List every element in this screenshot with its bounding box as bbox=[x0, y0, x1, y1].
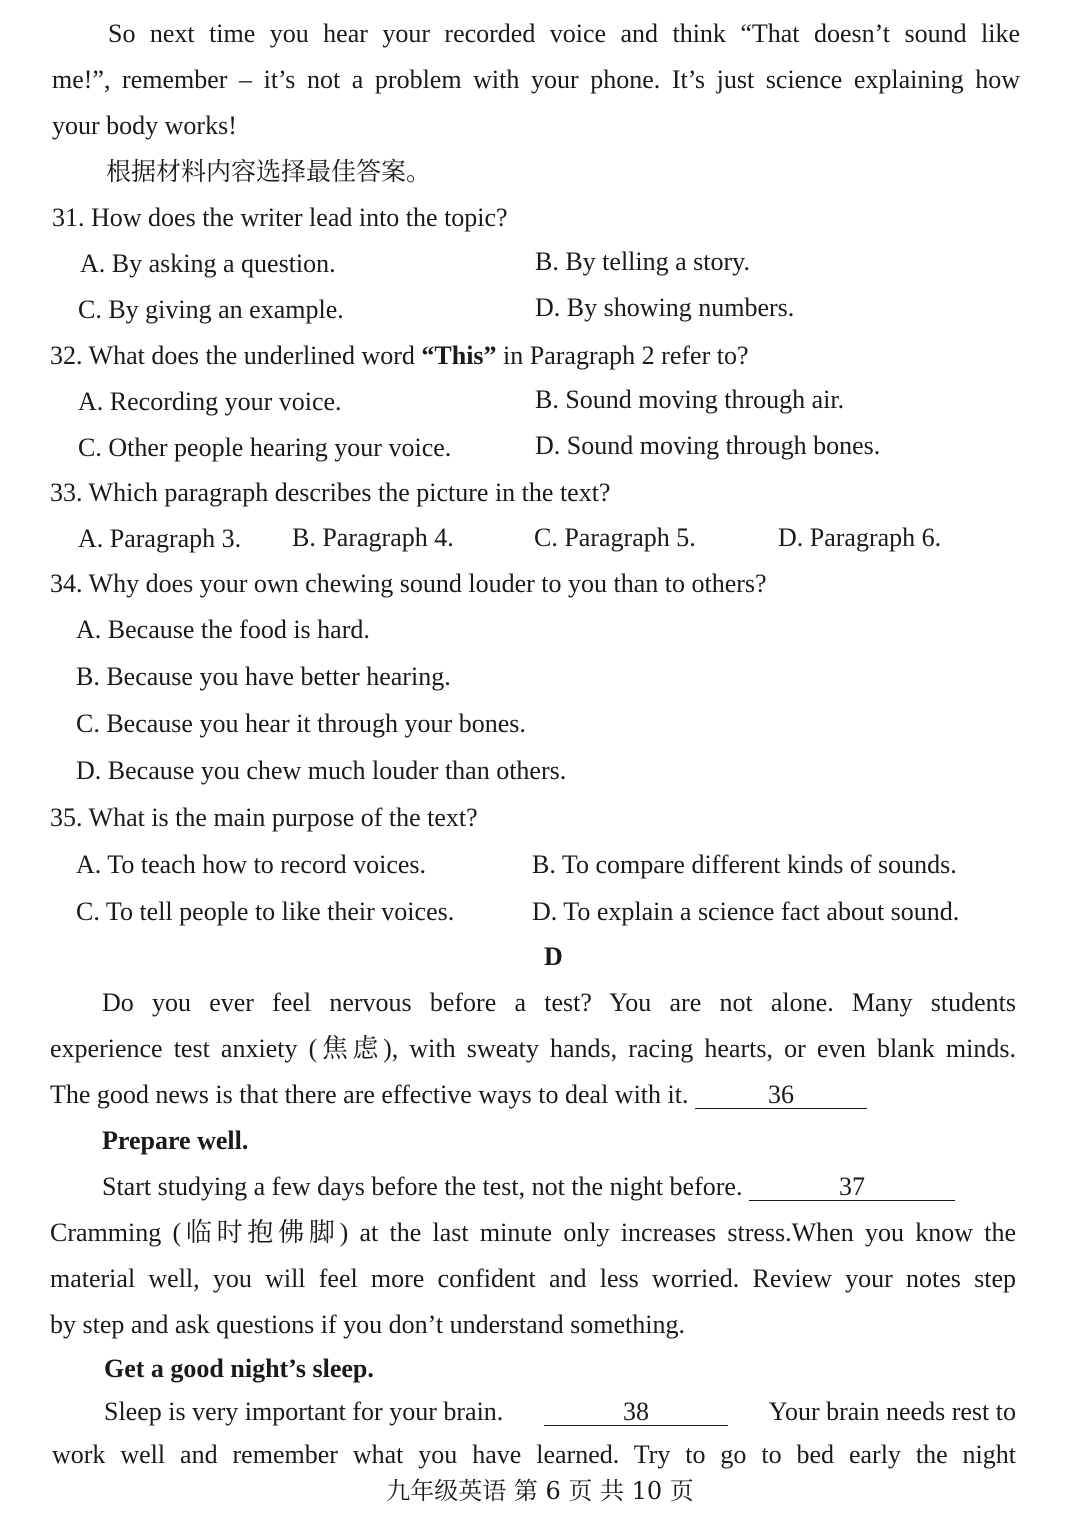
passage-d-p2-line-1-text: Start studying a few days before the test, not the night before. bbox=[102, 1172, 743, 1201]
question-35-option-b: B. To compare different kinds of sounds. bbox=[532, 850, 957, 879]
question-31-option-c: C. By giving an example. bbox=[78, 295, 344, 324]
passage-d-p2-line-1 bbox=[102, 1170, 955, 1204]
question-32-option-b: B. Sound moving through air. bbox=[535, 385, 845, 414]
question-33-option-c: C. Paragraph 5. bbox=[534, 523, 696, 552]
passage-d-p2-line-4: by step and ask questions if you don’t understand something. bbox=[50, 1310, 686, 1339]
question-31-stem: 31. How does the writer lead into the topic? bbox=[52, 203, 508, 232]
question-32-option-d: D. Sound moving through bones. bbox=[535, 431, 881, 460]
question-33-option-d: D. Paragraph 6. bbox=[778, 523, 942, 552]
question-32-option-a: A. Recording your voice. bbox=[78, 387, 342, 416]
question-31-option-a: A. By asking a question. bbox=[80, 249, 336, 278]
question-31-option-d: D. By showing numbers. bbox=[535, 293, 795, 322]
passage-d-p1-line-1: Do you ever feel nervous before a test? You are not alone. Many students bbox=[102, 988, 1016, 1017]
question-32-stem bbox=[50, 339, 749, 373]
question-33-option-a: A. Paragraph 3. bbox=[78, 524, 242, 553]
passage-d-p1-line-2: experience test anxiety (焦虑), with sweaty hands, racing hearts, or even blank minds. bbox=[50, 1034, 1016, 1063]
page-footer: 九年级英语 第 6 页 共 10 页 bbox=[386, 1477, 694, 1505]
question-32-stem-before: 32. What does the underlined word bbox=[50, 341, 422, 370]
question-32-option-c: C. Other people hearing your voice. bbox=[78, 433, 452, 462]
passage-d-p2-line-2: Cramming (临时抱佛脚) at the last minute only increases stress.When you know the bbox=[50, 1218, 1016, 1247]
intro-line-2: me!”, remember – it’s not a problem with your phone. It’s just science explaining how bbox=[52, 65, 1020, 94]
question-34-option-c: C. Because you hear it through your bones. bbox=[76, 709, 526, 738]
passage-d-p1-line-3-text: The good news is that there are effective ways to deal with it. bbox=[50, 1080, 689, 1109]
passage-d-p1-line-3 bbox=[50, 1078, 867, 1112]
blank-36: 36 bbox=[695, 1082, 867, 1109]
question-35-stem: 35. What is the main purpose of the text? bbox=[50, 803, 478, 832]
question-33-option-b: B. Paragraph 4. bbox=[292, 523, 454, 552]
section-heading: D bbox=[544, 942, 563, 971]
question-33-stem: 33. Which paragraph describes the picture in the text? bbox=[50, 478, 611, 507]
question-35-option-c: C. To tell people to like their voices. bbox=[76, 897, 455, 926]
subheading-sleep: Get a good night’s sleep. bbox=[104, 1354, 374, 1383]
passage-d-p3-line-1-after: Your brain needs rest to bbox=[768, 1397, 1016, 1426]
blank-37: 37 bbox=[749, 1174, 955, 1201]
blank-38: 38 bbox=[544, 1399, 728, 1426]
passage-d-p3-line-2: work well and remember what you have learned. Try to go to bed early the night bbox=[52, 1440, 1016, 1469]
question-31-option-b: B. By telling a story. bbox=[535, 247, 750, 276]
question-32-stem-after: in Paragraph 2 refer to? bbox=[496, 341, 749, 370]
intro-line-3: your body works! bbox=[52, 111, 237, 140]
passage-d-p3-line-1-text: Sleep is very important for your brain. bbox=[104, 1397, 504, 1426]
subheading-prepare: Prepare well. bbox=[102, 1126, 249, 1155]
question-35-option-d: D. To explain a science fact about sound. bbox=[532, 897, 960, 926]
instruction: 根据材料内容选择最佳答案。 bbox=[106, 157, 432, 186]
passage-d-p3-line-1 bbox=[104, 1395, 1016, 1429]
intro-line-1: So next time you hear your recorded voice and think “That doesn’t sound like bbox=[108, 19, 1020, 48]
question-32-keyword: “This” bbox=[421, 341, 497, 370]
question-34-stem: 34. Why does your own chewing sound louder to you than to others? bbox=[50, 569, 767, 598]
question-34-option-d: D. Because you chew much louder than others. bbox=[76, 756, 567, 785]
question-34-option-a: A. Because the food is hard. bbox=[76, 615, 370, 644]
question-34-option-b: B. Because you have better hearing. bbox=[76, 662, 451, 691]
passage-d-p2-line-3: material well, you will feel more confident and less worried. Review your notes step bbox=[50, 1264, 1016, 1293]
question-35-option-a: A. To teach how to record voices. bbox=[76, 850, 427, 879]
